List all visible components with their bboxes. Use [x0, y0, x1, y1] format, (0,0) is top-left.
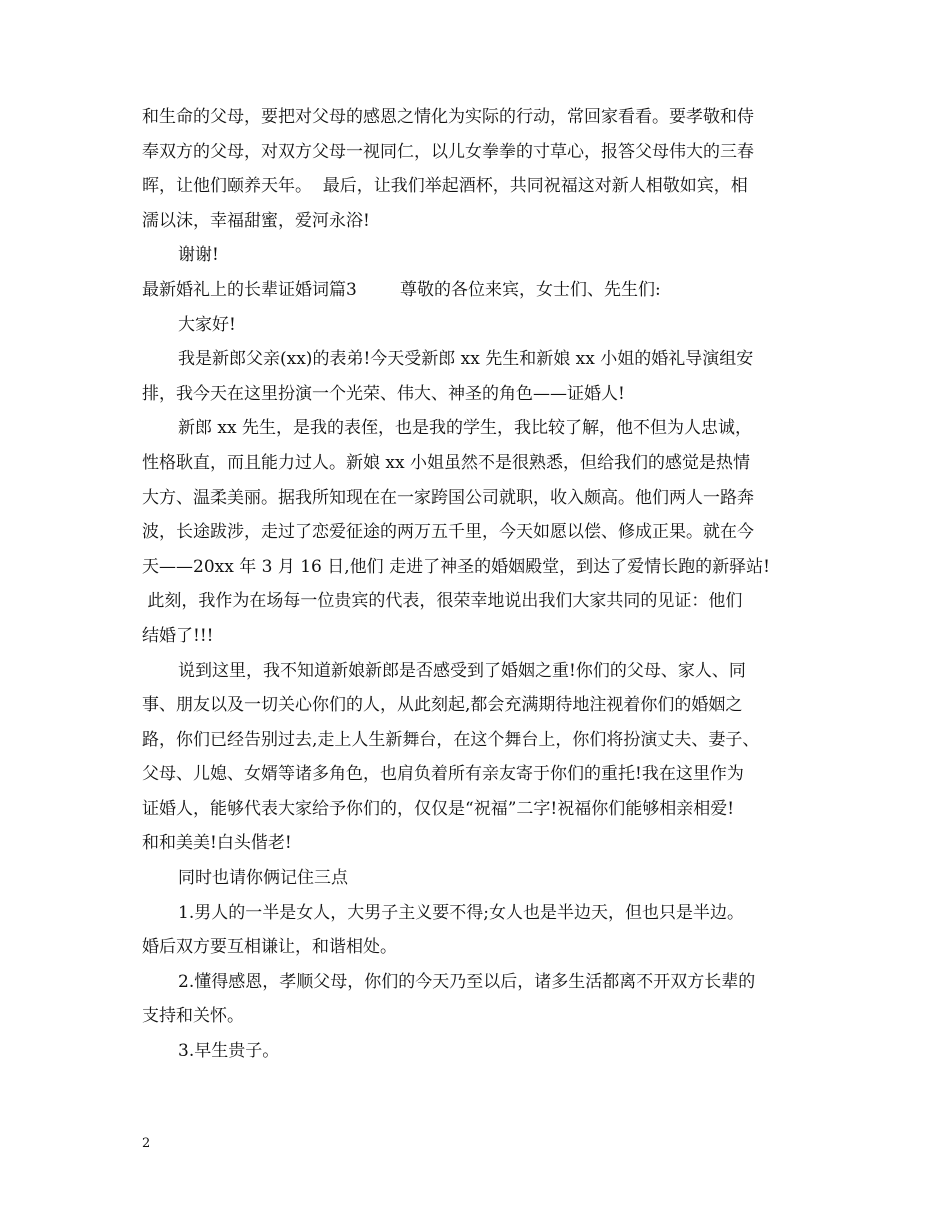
- text-line: 新郎 xx 先生，是我的表侄，也是我的学生，我比较了解，他不但为人忠诚，: [178, 418, 752, 439]
- body-text: [142, 100, 822, 1069]
- text-line: 天——20xx 年 3 月 16 日,他们 走进了神圣的婚姻殿堂，到达了爱情长跑的新驿站!: [142, 556, 770, 577]
- text-line: 2.懂得感恩，孝顺父母，你们的今天乃至以后，诸多生活都离不开双方长辈的: [178, 971, 756, 992]
- text-line: 父母、儿媳、女婿等诸多角色，也肩负着所有亲友寄于你们的重托!我在这里作为: [142, 764, 744, 785]
- text-line: 3.早生贵子。: [178, 1041, 280, 1062]
- text-line: 和和美美!白头偕老!: [142, 833, 292, 854]
- text-line: 同时也请你俩记住三点: [178, 868, 348, 889]
- text-line: 我是新郎父亲(xx)的表弟!今天受新郎 xx 先生和新娘 xx 小姐的婚礼导演组安: [178, 349, 754, 370]
- text-line: 波，长途跋涉，走过了恋爱征途的两万五千里，今天如愿以偿、修成正果。就在今: [142, 522, 754, 543]
- text-line: 谢谢!: [178, 245, 219, 266]
- text-line: 说到这里，我不知道新娘新郎是否感受到了婚姻之重!你们的父母、家人、同: [178, 660, 746, 681]
- text-line: 支持和关怀。: [142, 1006, 244, 1027]
- text-line: 和生命的父母，要把对父母的感恩之情化为实际的行动，常回家看看。要孝敬和侍: [142, 107, 754, 127]
- text-line: 最新婚礼上的长辈证婚词篇3 尊敬的各位来宾，女士们、先生们:: [142, 279, 661, 300]
- text-line: 晖，让他们颐养天年。 最后，让我们举起酒杯，共同祝福这对新人相敬如宾，相: [142, 176, 748, 197]
- text-line: 大方、温柔美丽。据我所知现在在一家跨国公司就职，收入颇高。他们两人一路奔: [142, 487, 754, 508]
- text-line: 奉双方的父母，对双方父母一视同仁，以儿女拳拳的寸草心，报答父母伟大的三春: [142, 141, 754, 162]
- text-line: 大家好!: [178, 314, 236, 335]
- page-number: 2: [142, 1136, 151, 1151]
- text-line: 路，你们已经告别过去,走上人生新舞台，在这个舞台上，你们将扮演丈夫、妻子、: [142, 729, 760, 750]
- text-line: 濡以沫，幸福甜蜜，爱河永浴!: [142, 210, 370, 231]
- text-line: 事、朋友以及一切关心你们的人，从此刻起,都会充满期待地注视着你们的婚姻之: [142, 695, 743, 716]
- text-line: 性格耿直，而且能力过人。新娘 xx 小姐虽然不是很熟悉，但给我们的感觉是热情: [142, 452, 750, 473]
- text-line: 排，我今天在这里扮演一个光荣、伟大、神圣的角色——证婚人!: [142, 383, 625, 404]
- text-line: 此刻，我作为在场每一位贵宾的代表，很荣幸地说出我们大家共同的见证：他们: [142, 591, 743, 612]
- text-line: 结婚了!!!: [142, 625, 214, 646]
- text-line: 证婚人，能够代表大家给予你们的，仅仅是“祝福”二字!祝福你们能够相亲相爱!: [142, 798, 735, 819]
- text-line: 1.男人的一半是女人，大男子主义要不得;女人也是半边天，但也只是半边。: [178, 902, 744, 923]
- text-line: 婚后双方要互相谦让，和谐相处。: [142, 937, 397, 958]
